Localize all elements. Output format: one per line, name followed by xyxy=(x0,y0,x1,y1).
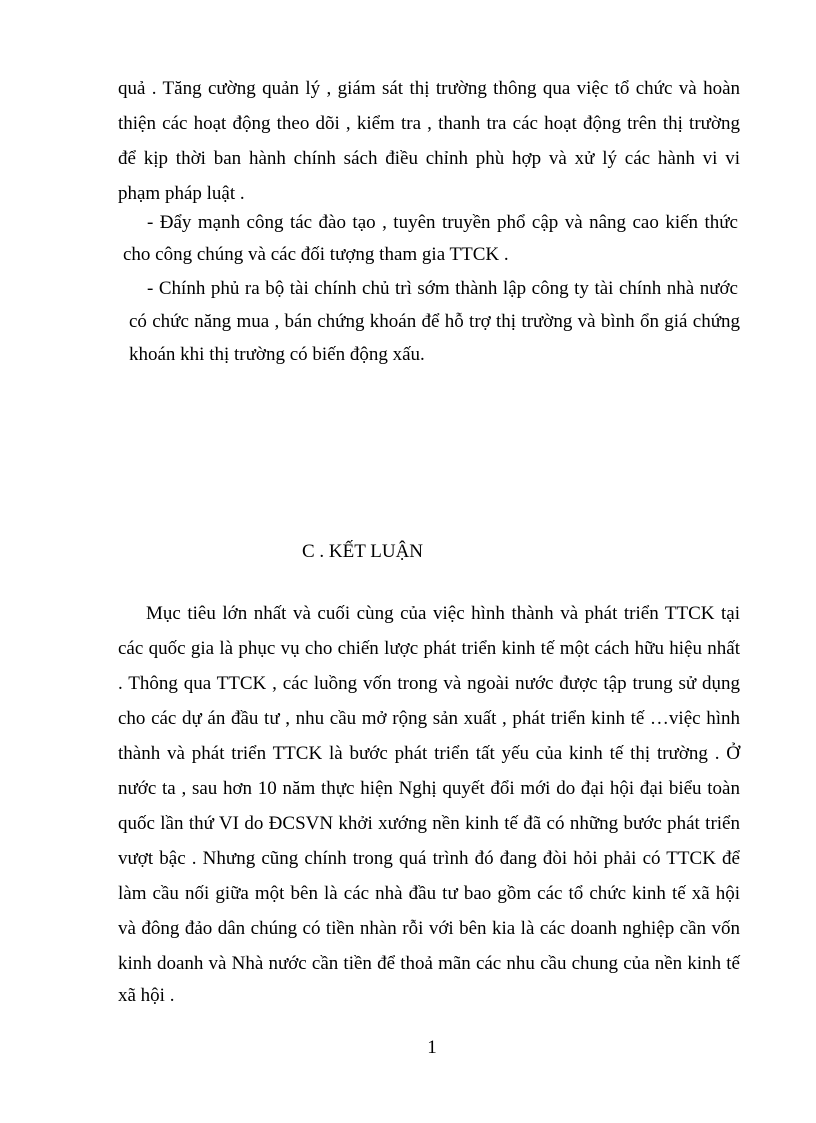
conclusion-line-3: . Thông qua TTCK , các luồng vốn trong và ngoài nước được tập trung sử dụng xyxy=(118,673,740,694)
conclusion-line-8: vượt bậc . Nhưng cũng chính trong quá trình đó đang đòi hỏi phải có TTCK để xyxy=(118,848,740,869)
page-number: 1 xyxy=(427,1037,437,1058)
bullet-1-line-2: cho công chúng và các đối tượng tham gia TTCK . xyxy=(123,244,509,265)
conclusion-line-9: làm cầu nối giữa một bên là các nhà đầu tư bao gồm các tổ chức kinh tế xã hội xyxy=(118,883,740,904)
intro-line-4: phạm pháp luật . xyxy=(118,183,245,204)
conclusion-line-6: nước ta , sau hơn 10 năm thực hiện Nghị quyết đổi mới do đại hội đại biểu toàn xyxy=(118,778,740,799)
conclusion-line-10: và đông đảo dân chúng có tiền nhàn rỗi với bên kia là các doanh nghiệp cần vốn xyxy=(118,918,740,939)
conclusion-line-2: các quốc gia là phục vụ cho chiến lược phát triển kinh tế một cách hữu hiệu nhất xyxy=(118,638,740,659)
conclusion-line-11: kinh doanh và Nhà nước cần tiền để thoả mãn các nhu cầu chung của nền kinh tế xyxy=(118,953,740,974)
bullet-1-line-1: - Đẩy mạnh công tác đào tạo , tuyên truyền phổ cập và nâng cao kiến thức xyxy=(147,212,738,233)
conclusion-line-4: cho các dự án đầu tư , nhu cầu mở rộng sản xuất , phát triển kinh tế …việc hình xyxy=(118,708,740,729)
conclusion-heading: C . KẾT LUẬN xyxy=(302,541,424,562)
conclusion-line-12: xã hội . xyxy=(118,985,175,1006)
conclusion-line-7: quốc lần thứ VI do ĐCSVN khởi xướng nền kinh tế đã có những bước phát triển xyxy=(118,813,740,834)
conclusion-line-5: thành và phát triển TTCK là bước phát triển tất yếu của kinh tế thị trường . Ở xyxy=(118,743,740,764)
intro-line-3: để kịp thời ban hành chính sách điều chỉnh phù hợp và xử lý các hành vi vi xyxy=(118,148,740,169)
conclusion-line-1: Mục tiêu lớn nhất và cuối cùng của việc hình thành và phát triển TTCK tại xyxy=(146,603,740,624)
bullet-2-line-3: khoán khi thị trường có biến động xấu. xyxy=(129,344,425,365)
intro-line-2: thiện các hoạt động theo dõi , kiểm tra , thanh tra các hoạt động trên thị trường xyxy=(118,113,740,134)
intro-line-1: quả . Tăng cường quản lý , giám sát thị trường thông qua việc tổ chức và hoàn xyxy=(118,78,740,99)
bullet-2-line-2: có chức năng mua , bán chứng khoán để hỗ trợ thị trường và bình ổn giá chứng xyxy=(129,311,740,332)
bullet-2-line-1: - Chính phủ ra bộ tài chính chủ trì sớm thành lập công ty tài chính nhà nước xyxy=(147,278,738,299)
